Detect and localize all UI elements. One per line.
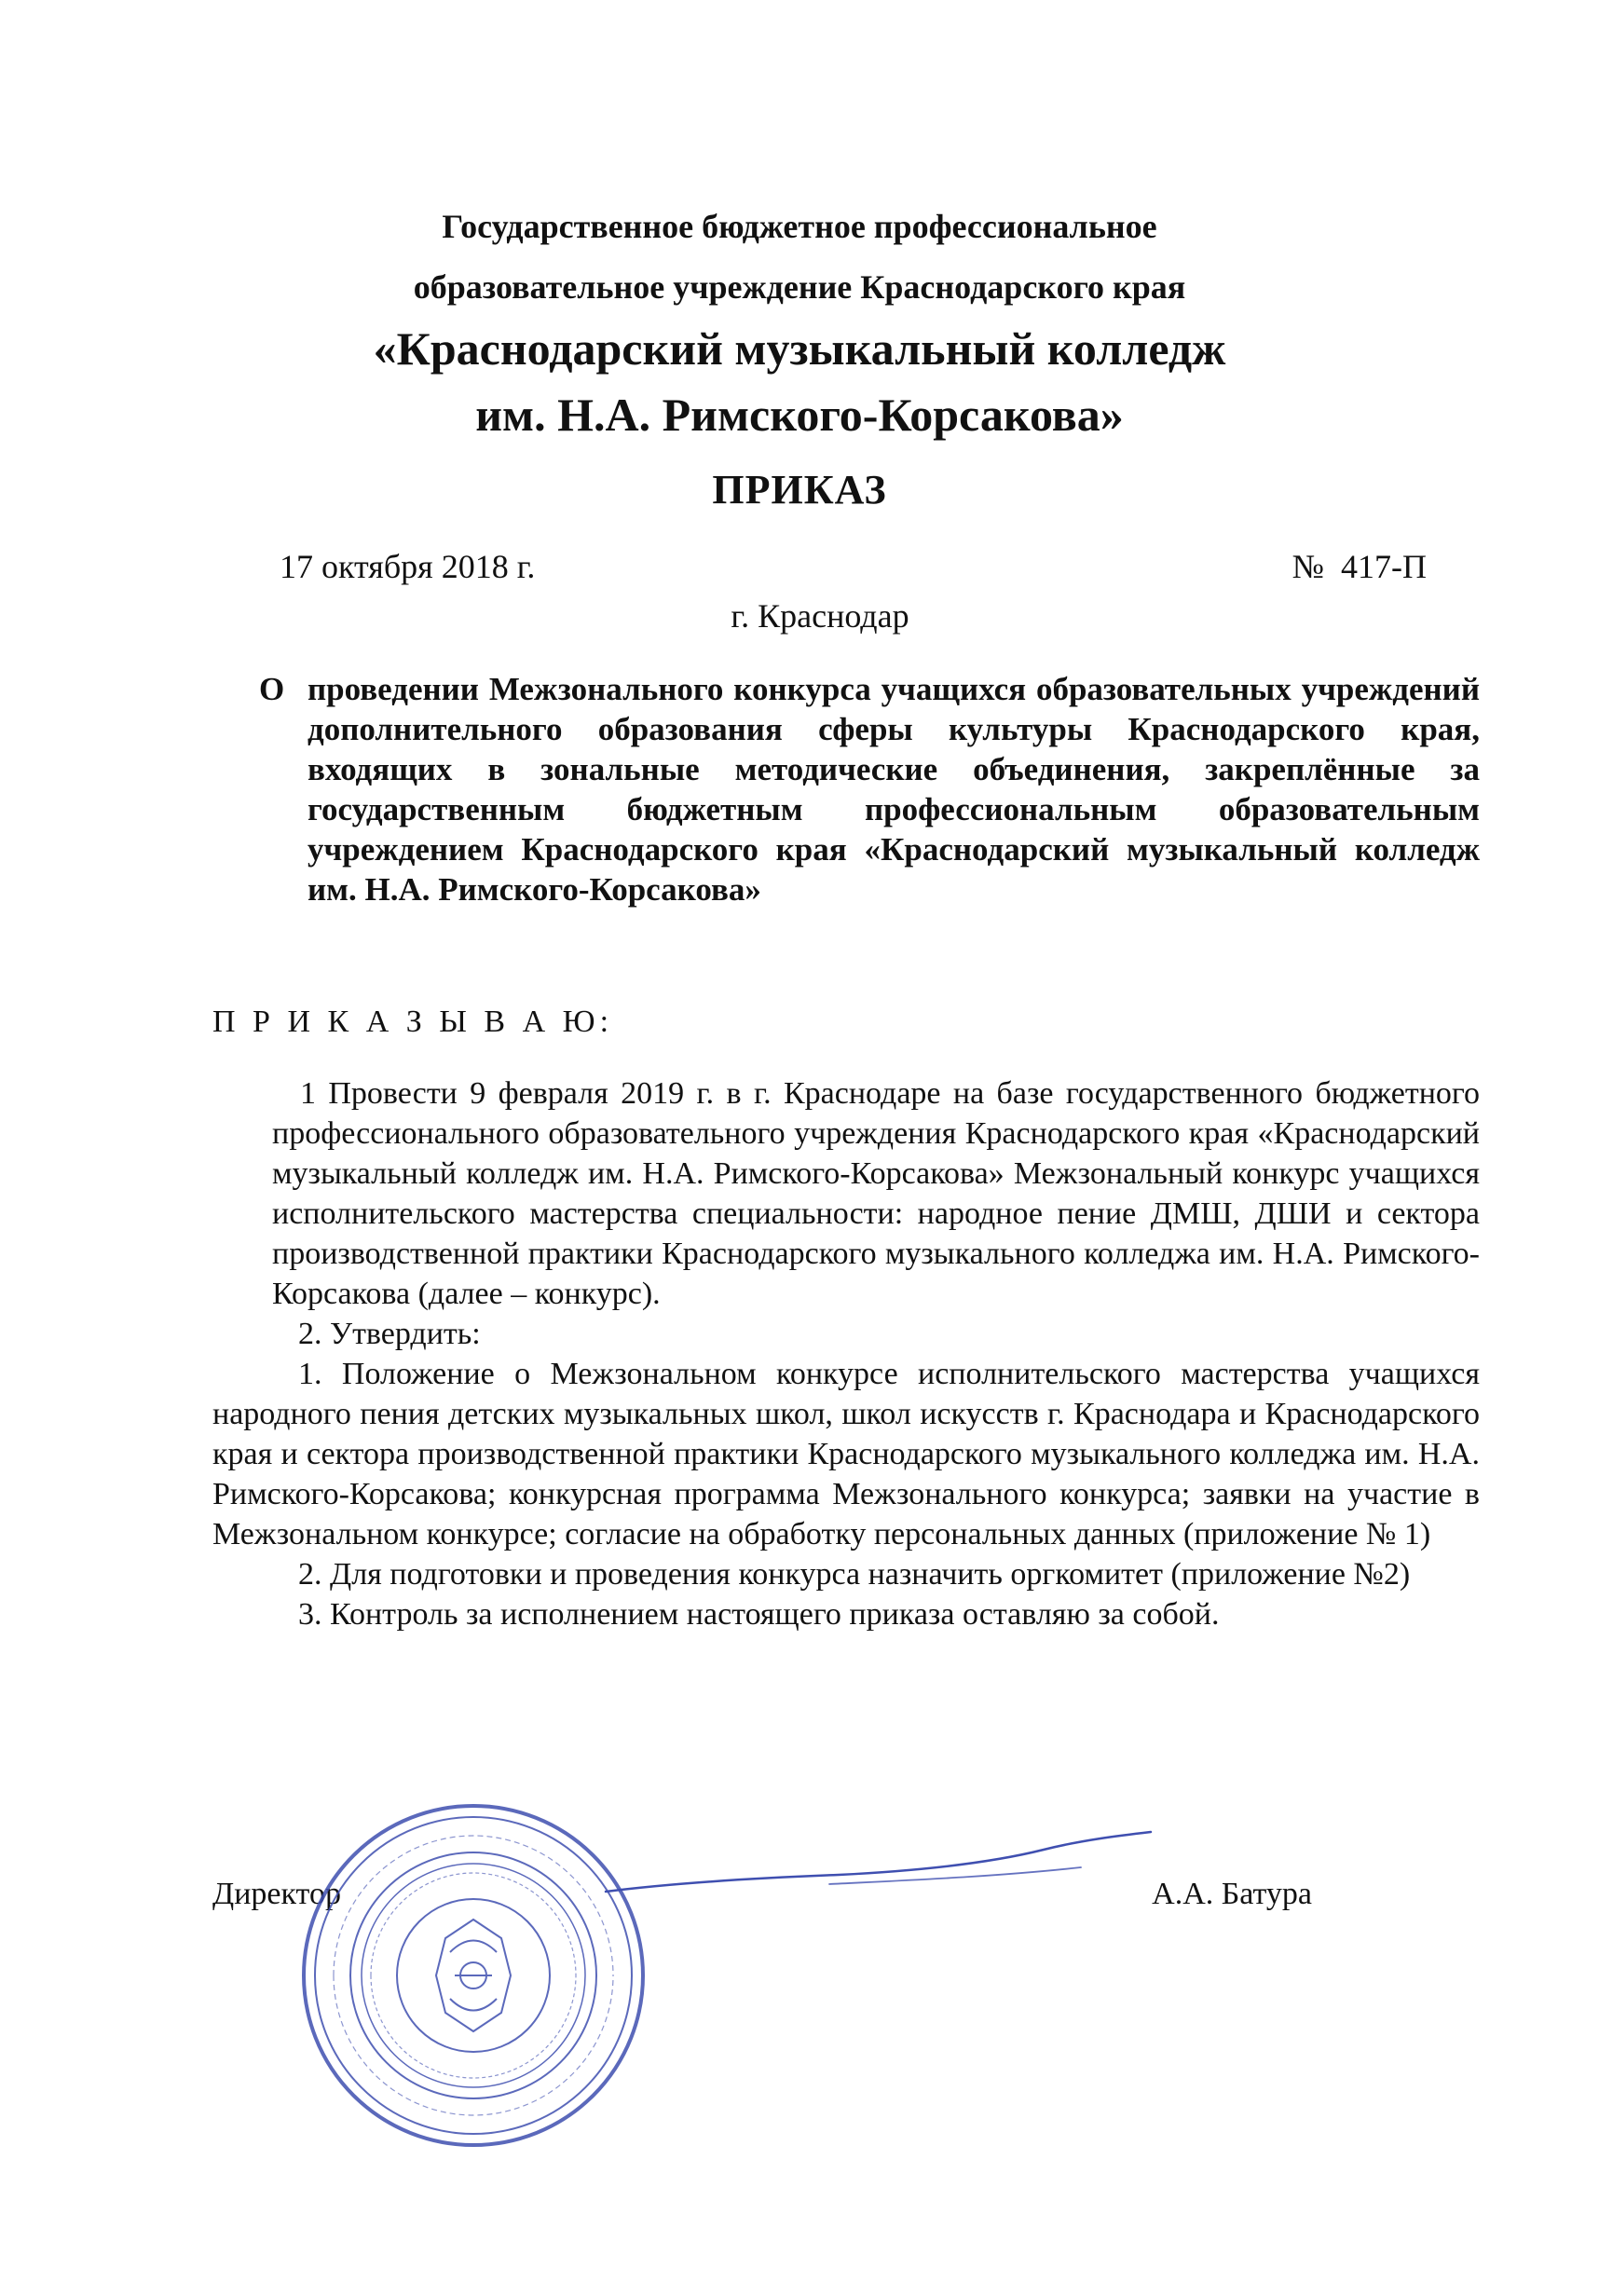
paragraph-2-2: 2. Для подготовки и проведения конкурса назначить оргкомитет (приложение №2) [298, 1557, 1411, 1592]
org-name-line-2: образовательное учреждение Краснодарского края [413, 268, 1186, 306]
paragraph-2-1: 1. Положение о Межзональном конкурсе исполнительского мастерства учащихся народного пения детских музыкальных школ, школ искусств г. Краснодара и Краснодарского края и сектора производственной практики Краснодарского музыкального колледжа им. Н.А. Римского-Корсакова; конкурсная программа Межзонального конкурса; заявки на участие в Межзональном конкурсе; согласие на обработку персональных данных (приложение № 1) [212, 1357, 1480, 1551]
subject-prefix: О [259, 671, 285, 707]
order-body [212, 1073, 1480, 1634]
signatory-role: Директор [212, 1877, 341, 1911]
org-name-line-4: им. Н.А. Римского-Корсакова» [475, 389, 1124, 441]
subject-text: проведении Межзонального конкурса учащихся образовательных учреждений дополнительного образования сферы культуры Краснодарского края, входящих в зональные методические объединения, закреплённые за государственным бюджетным профессиональным образовательным учреждением Краснодарского края «Краснодарский музыкальный колледж им. Н.А. Римского-Корсакова» [308, 671, 1480, 908]
paragraph-2: 2. Утвердить: [298, 1317, 481, 1351]
command-heading: П Р И К А З Ы В А Ю: [212, 1004, 614, 1039]
order-subject [259, 669, 1480, 909]
handwritten-signature [596, 1826, 1155, 1910]
signatory-name: А.А. Батура [1152, 1877, 1312, 1911]
order-city: г. Краснодар [731, 597, 909, 635]
org-name-line-3: «Краснодарский музыкальный колледж [373, 322, 1226, 375]
order-title: ПРИКАЗ [712, 467, 887, 512]
org-name-line-1: Государственное бюджетное профессиональное [442, 208, 1157, 245]
paragraph-3: 3. Контроль за исполнением настоящего приказа оставляю за собой. [298, 1597, 1220, 1632]
paragraph-1: 1 Провести 9 февраля 2019 г. в г. Краснодаре на базе государственного бюджетного профессионального образовательного учреждения Краснодарского края «Краснодарский музыкальный колледж им. Н.А. Римского-Корсакова» Межзональный конкурс учащихся исполнительского мастерства специальности: народное пение ДМШ, ДШИ и сектора производственной практики Краснодарского музыкального колледжа им. Н.А. Римского-Корсакова (далее – конкурс). [272, 1076, 1480, 1311]
order-number: № 417-П [1292, 548, 1427, 585]
order-date: 17 октября 2018 г. [280, 548, 536, 585]
official-seal-stamp [296, 1798, 650, 2152]
